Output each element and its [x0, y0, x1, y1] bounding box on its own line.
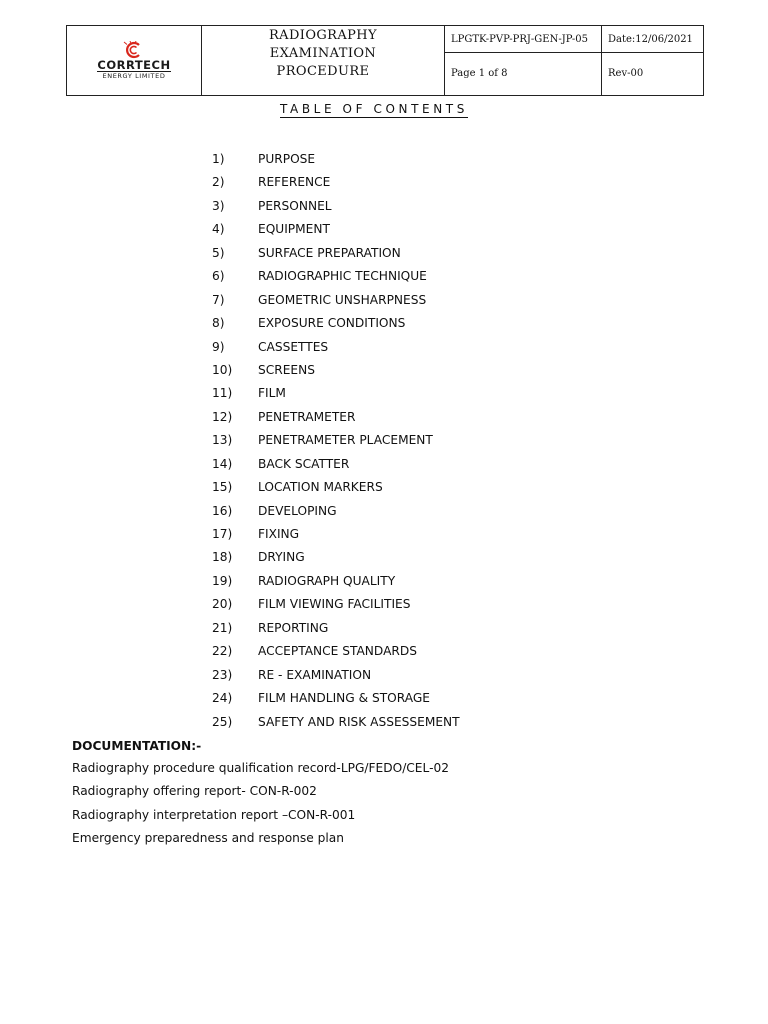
toc-item-number: 15)	[212, 480, 233, 495]
documentation-line: Radiography interpretation report –CON-R-001	[72, 807, 356, 822]
toc-item-number: 11)	[212, 386, 233, 401]
toc-item-label: SAFETY AND RISK ASSESSEMENT	[258, 714, 460, 729]
toc-item-number: 22)	[212, 644, 233, 659]
toc-item	[0, 382, 768, 405]
documentation-line: Radiography offering report- CON-R-002	[72, 784, 317, 799]
toc-item	[0, 617, 768, 640]
toc-item	[0, 687, 768, 710]
toc-item-number: 14)	[212, 456, 233, 471]
toc-item-number: 12)	[212, 409, 233, 424]
documentation-line: Radiography procedure qualification record-LPG/FEDO/CEL-02	[72, 761, 449, 775]
toc-item-label: RADIOGRAPH QUALITY	[258, 573, 396, 588]
toc-item-label: FILM	[258, 386, 286, 401]
documentation-section	[72, 735, 712, 851]
documentation-heading: DOCUMENTATION:-	[72, 739, 202, 753]
toc-item	[0, 476, 768, 499]
toc-item	[0, 289, 768, 312]
toc-item	[0, 242, 768, 265]
document-date: Date:12/06/2021	[602, 26, 703, 53]
toc-item-label: EQUIPMENT	[258, 222, 330, 237]
toc-item-number: 25)	[212, 714, 233, 729]
toc-item-number: 18)	[212, 550, 233, 565]
toc-item-label: FIXING	[258, 527, 300, 541]
toc-item	[0, 195, 768, 218]
toc-item-label: DRYING	[258, 550, 305, 565]
toc-item-label: LOCATION MARKERS	[258, 480, 383, 495]
toc-item	[0, 429, 768, 452]
toc-item	[0, 640, 768, 663]
document-code: LPGTK-PVP-PRJ-GEN-JP-05	[445, 26, 602, 53]
revision-number: Rev-00	[608, 68, 644, 79]
logo-company-name: CORRTECH	[97, 58, 171, 72]
toc-item-number: 21)	[212, 620, 233, 635]
toc-item-number: 8)	[212, 316, 225, 331]
toc-item-number: 9)	[212, 339, 225, 354]
toc-item-label: RE - EXAMINATION	[258, 667, 372, 682]
toc-item	[0, 570, 768, 593]
toc-item-number: 5)	[212, 245, 225, 260]
toc-item	[0, 265, 768, 288]
toc-item	[0, 453, 768, 476]
toc-item-number: 1)	[212, 152, 225, 166]
toc-item	[0, 336, 768, 359]
toc-item-label: FILM HANDLING & STORAGE	[258, 691, 430, 706]
toc-item-label: BACK SCATTER	[258, 456, 350, 471]
toc-item-label: PENETRAMETER	[258, 409, 356, 424]
toc-item	[0, 711, 768, 734]
toc-item	[0, 593, 768, 616]
toc-item	[0, 546, 768, 569]
toc-item-label: FILM VIEWING FACILITIES	[258, 597, 411, 612]
toc-item	[0, 500, 768, 523]
title-line: EXAMINATION	[269, 46, 377, 61]
toc-item	[0, 664, 768, 687]
toc-item-number: 10)	[212, 362, 233, 377]
toc-item-label: PENETRAMETER PLACEMENT	[258, 433, 433, 448]
toc-item-number: 17)	[212, 527, 233, 541]
toc-item-number: 2)	[212, 175, 225, 190]
document-header-table	[66, 25, 704, 96]
toc-item-label: PURPOSE	[258, 152, 316, 166]
toc-item	[0, 406, 768, 429]
toc-item	[0, 359, 768, 382]
page-number: Page 1 of 8	[445, 53, 602, 95]
title-line: RADIOGRAPHY	[268, 28, 378, 43]
toc-item-label: REPORTING	[258, 620, 329, 635]
toc-heading	[0, 102, 748, 116]
toc-list	[0, 148, 768, 734]
toc-item-label: REFERENCE	[258, 175, 331, 190]
corrtech-logo-icon	[121, 41, 147, 59]
company-logo	[67, 26, 202, 95]
toc-item-label: PERSONNEL	[258, 198, 332, 213]
toc-item-number: 19)	[212, 573, 233, 588]
toc-item-label: SURFACE PREPARATION	[258, 245, 401, 260]
title-line: PROCEDURE	[276, 64, 370, 79]
toc-heading-text: TABLE OF CONTENTS	[280, 102, 468, 116]
toc-item-label: EXPOSURE CONDITIONS	[258, 316, 406, 331]
toc-item-label: ACCEPTANCE STANDARDS	[258, 644, 418, 659]
document-title	[202, 26, 445, 95]
toc-item-number: 3)	[212, 198, 225, 213]
toc-item-number: 20)	[212, 597, 233, 612]
toc-item-label: RADIOGRAPHIC TECHNIQUE	[258, 269, 427, 284]
toc-item-number: 4)	[212, 222, 225, 237]
toc-item-number: 6)	[212, 269, 225, 284]
toc-item-label: DEVELOPING	[258, 503, 337, 518]
toc-item-label: GEOMETRIC UNSHARPNESS	[258, 292, 427, 307]
toc-item	[0, 312, 768, 335]
toc-item-number: 24)	[212, 691, 233, 706]
toc-item	[0, 523, 768, 546]
toc-item	[0, 218, 768, 241]
toc-item-label: CASSETTES	[258, 339, 329, 354]
toc-item-number: 23)	[212, 667, 233, 682]
documentation-line: Emergency preparedness and response plan	[72, 831, 344, 846]
logo-company-subtitle: ENERGY LIMITED	[102, 72, 166, 80]
toc-item-number: 13)	[212, 433, 233, 448]
toc-item-number: 16)	[212, 503, 233, 518]
toc-item	[0, 148, 768, 171]
toc-item-number: 7)	[212, 292, 225, 307]
toc-item	[0, 171, 768, 194]
toc-item-label: SCREENS	[258, 362, 315, 377]
